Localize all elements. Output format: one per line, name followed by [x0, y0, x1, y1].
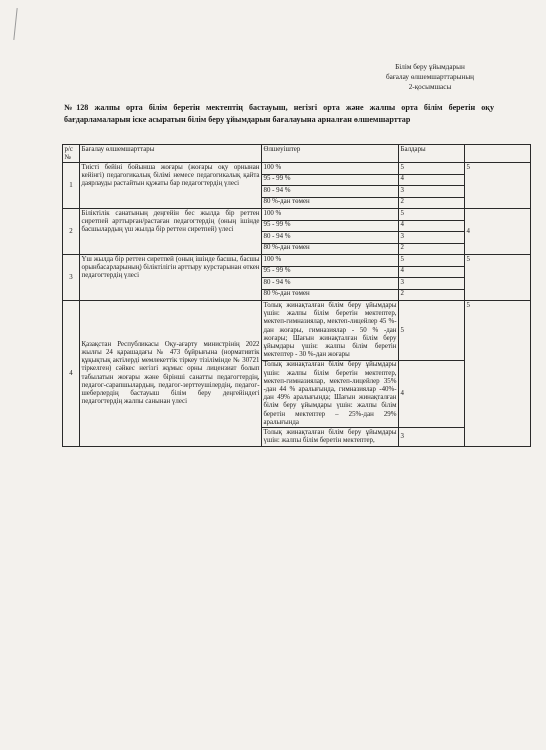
criterion-text: Тиісті бейіні бойынша жоғары (жоғары оқу орнынан кейінгі) педагогикалық білімі немесе педагогикалық қайта даярлауды растайтын құжаты бар педагогтердің үлесі	[80, 163, 262, 209]
pen-mark	[13, 8, 17, 40]
points-cell: 2	[399, 197, 465, 209]
measure-cell: 80 - 94 %	[262, 232, 399, 244]
points-cell: 2	[399, 289, 465, 301]
measure-cell: 80 - 94 %	[262, 278, 399, 290]
appendix-header	[330, 62, 530, 92]
measure-cell: 100 %	[262, 209, 399, 221]
points-cell: 5	[399, 209, 465, 221]
criterion-text: Қазақстан Республикасы Оқу-ағарту министрінің 2022 жылғы 24 қарашадағы № 473 бұйрығына (нормативтік құқықтық актілерді мемлекеттік тіркеу тізілімінде № 30721 тіркелген) сәйкес негізгі жұмыс орны лицензиат болып табылатын жоғары және бірінші санатты педагогтердің, педагог-сарапшылардың, педагог-зерттеушілердің, педагог-шеберлердің бастауыш білім беру деңгейіндегі педагогтердің жалпы санынан үлесі	[80, 301, 262, 446]
points-cell: 4	[399, 266, 465, 278]
measure-cell: 100 %	[262, 255, 399, 267]
row-number: 3	[63, 255, 80, 301]
col-header-measure: Өлшеуіштер	[262, 145, 399, 163]
measure-cell: Толық жинақталған білім беру ұйымдары үшін: жалпы білім беретін мектептер, мектеп-гимназиялар, мектеп-лицейлер 45 %-дан жоғары, гимназиялар - 50 % -дан жоғары; Шағын жинақталған білім беру ұйымдары үшін: жалпы білім беретін мектептер - 30 %-дан жоғары	[262, 301, 399, 360]
measure-cell: 95 - 99 %	[262, 174, 399, 186]
points-cell: 5	[399, 255, 465, 267]
criteria-table	[62, 144, 531, 447]
measure-cell: Толық жинақталған білім беру ұйымдары үшін: жалпы білім беретін мектептер,	[262, 428, 399, 446]
score-cell: 5	[465, 163, 531, 209]
col-header-score	[465, 145, 531, 163]
measure-cell: 80 - 94 %	[262, 186, 399, 198]
points-cell: 4	[399, 174, 465, 186]
points-cell: 3	[399, 232, 465, 244]
measure-cell: Толық жинақталған білім беру ұйымдары үшін: жалпы білім беретін мектептер, мектеп-гимназиялар, мектеп-лицейлер 35% -дан 44 % аралығында, гимназиялар -40%-дан 49% аралығында; Шағын жинақталған білім беру ұйымдары үшін: жалпы білім беретін мектептер – 25%-дан 29% аралығында	[262, 360, 399, 428]
header-line-3: 2-қосымшасы	[408, 83, 452, 91]
table-row	[63, 209, 531, 221]
measure-cell: 80 %-дан төмен	[262, 289, 399, 301]
col-header-points: Балдары	[399, 145, 465, 163]
score-cell: 5	[465, 255, 531, 301]
row-number: 1	[63, 163, 80, 209]
criterion-text: Үш жылда бір реттен сиретпей (оның ішінде басшы, басшы орынбасарларының) біліктілігін арттыру курстарынан өткен педагогтердің үлесі	[80, 255, 262, 301]
measure-cell: 80 %-дан төмен	[262, 197, 399, 209]
points-cell: 4	[399, 220, 465, 232]
score-cell: 5	[465, 301, 531, 446]
measure-cell: 80 %-дан төмен	[262, 243, 399, 255]
row-number: 2	[63, 209, 80, 255]
table-header-row	[63, 145, 531, 163]
points-cell: 5	[399, 163, 465, 175]
points-cell: 3	[399, 186, 465, 198]
measure-cell: 95 - 99 %	[262, 220, 399, 232]
measure-cell: 95 - 99 %	[262, 266, 399, 278]
header-line-2: бағалау өлшемшарттарының	[385, 73, 475, 81]
table-row	[63, 255, 531, 267]
points-cell: 2	[399, 243, 465, 255]
header-line-1: Білім беру ұйымдарын	[395, 63, 465, 71]
score-cell: 4	[465, 209, 531, 255]
col-header-num: р/с №	[63, 145, 80, 163]
col-header-criterion: Бағалау өлшемшарттары	[80, 145, 262, 163]
document-title: №128 жалпы орта білім беретін мектептің бастауыш, негізгі орта және жалпы орта білім беретін оқу бағдарламаларын іске асыратын білім беру ұйымдарын бағалауына арналған өлшемшарттар	[64, 103, 494, 124]
table-row	[63, 301, 531, 360]
row-number: 4	[63, 301, 80, 446]
criterion-text: Біліктілік санатының деңгейін бес жылда бір реттен сиретпей арттырған/растаған педагогтердің (оның ішінде басшылардың үш жылда бір реттен сиретпей) үлесі	[80, 209, 262, 255]
table-row	[63, 163, 531, 175]
measure-cell: 100 %	[262, 163, 399, 175]
points-cell: 5	[399, 301, 465, 360]
points-cell: 3	[399, 428, 465, 446]
points-cell: 4	[399, 360, 465, 428]
points-cell: 3	[399, 278, 465, 290]
